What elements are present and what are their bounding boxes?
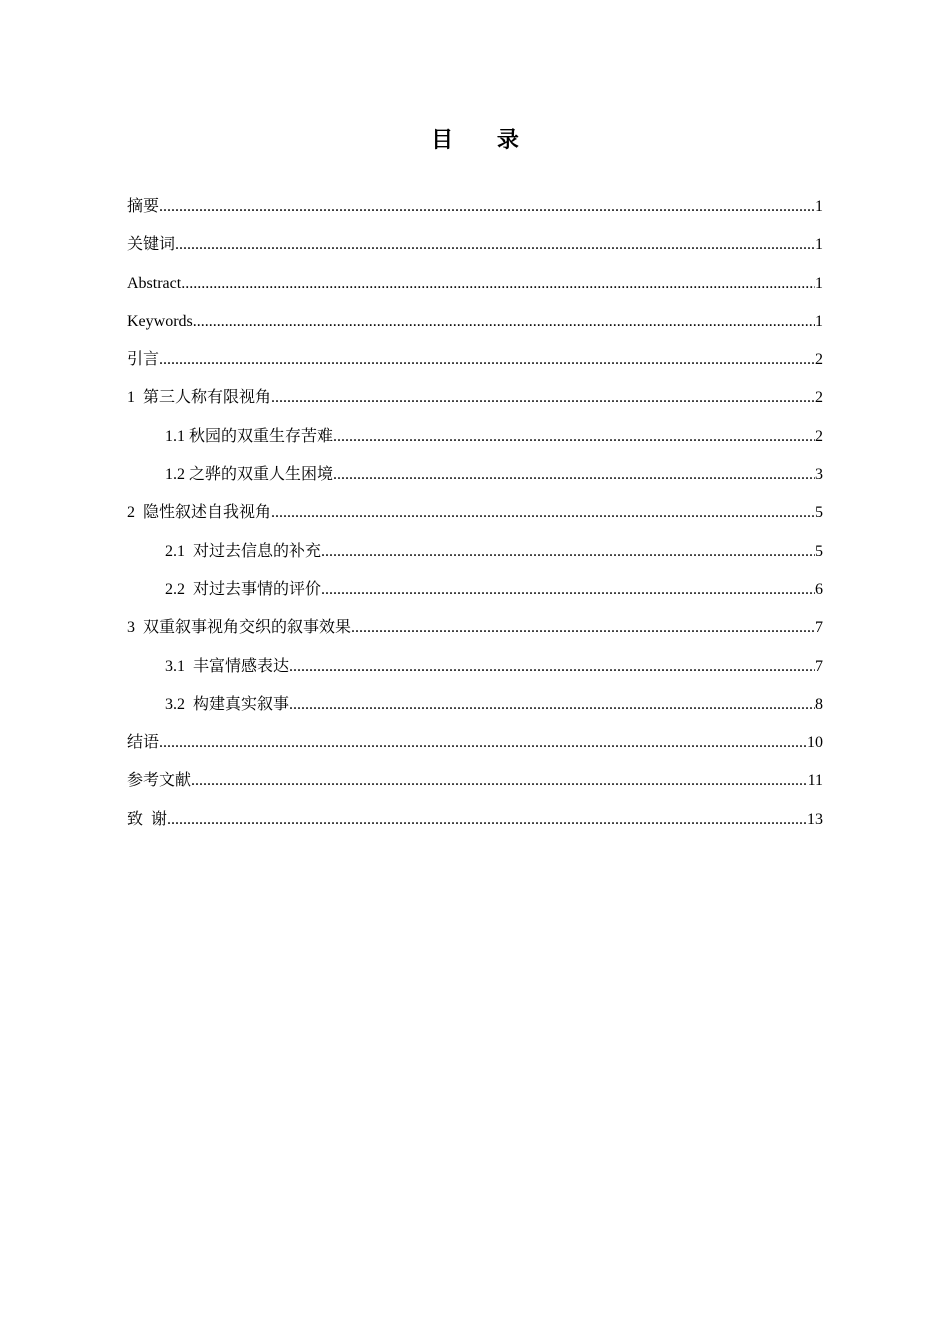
- toc-entry-page-number: 2: [815, 427, 823, 445]
- toc-entry[interactable]: [127, 533, 823, 571]
- toc-entry-page-number: 8: [815, 695, 823, 713]
- toc-entry-label: 3 双重叙事视角交织的叙事效果: [127, 619, 352, 637]
- toc-entry-page-number: 5: [815, 542, 823, 560]
- toc-entry-label: 致 谢: [127, 810, 168, 828]
- toc-entry-page-number: 10: [807, 734, 823, 752]
- toc-entry-page-number: 1: [815, 274, 823, 292]
- toc-dot-leader: [271, 494, 815, 532]
- toc-entry[interactable]: [127, 379, 823, 417]
- toc-entry-page-number: 5: [815, 504, 823, 522]
- toc-entry-label: 3.2 构建真实叙事: [165, 695, 290, 713]
- toc-dot-leader: [289, 648, 815, 686]
- toc-entry[interactable]: [127, 265, 823, 303]
- page-title: 目 录: [431, 128, 537, 153]
- toc-dot-leader: [191, 762, 808, 800]
- toc-entry[interactable]: [127, 609, 823, 647]
- toc-dot-leader: [175, 226, 815, 264]
- toc-dot-leader: [351, 609, 815, 647]
- toc-entry-page-number: 6: [815, 580, 823, 598]
- toc-entry-page-number: 11: [807, 772, 823, 790]
- toc-entry-label: 1.1 秋园的双重生存苦难: [165, 427, 334, 445]
- toc-entry-label: 关键词: [127, 236, 176, 254]
- toc-entry-label: Abstract: [127, 274, 182, 292]
- toc-entry-page-number: 2: [815, 389, 823, 407]
- toc-entry-page-number: 1: [815, 312, 823, 330]
- toc-entry-label: 2 隐性叙述自我视角: [127, 504, 272, 522]
- toc-dot-leader: [181, 265, 815, 303]
- toc-entry[interactable]: [127, 418, 823, 456]
- toc-dot-leader: [321, 571, 815, 609]
- toc-dot-leader: [167, 801, 807, 839]
- toc-entry-page-number: 13: [807, 810, 823, 828]
- toc-entry-page-number: 7: [815, 657, 823, 675]
- toc-entry-label: 1.2 之骅的双重人生困境: [165, 466, 334, 484]
- toc-entry[interactable]: [127, 724, 823, 762]
- toc-entry[interactable]: [127, 762, 823, 800]
- toc-entry-label: 2.1 对过去信息的补充: [165, 542, 322, 560]
- toc-entry[interactable]: [127, 686, 823, 724]
- toc-dot-leader: [159, 188, 815, 226]
- toc-entry[interactable]: [127, 303, 823, 341]
- toc-entry-label: 引言: [127, 351, 160, 369]
- table-of-contents: [127, 188, 823, 839]
- toc-dot-leader: [321, 533, 815, 571]
- toc-entry[interactable]: [127, 226, 823, 264]
- toc-dot-leader: [333, 456, 815, 494]
- toc-entry[interactable]: [127, 341, 823, 379]
- toc-entry-page-number: 7: [815, 619, 823, 637]
- toc-entry[interactable]: [127, 801, 823, 839]
- toc-entry[interactable]: [127, 571, 823, 609]
- toc-entry[interactable]: [127, 456, 823, 494]
- toc-entry-label: 1 第三人称有限视角: [127, 389, 272, 407]
- toc-entry-label: 3.1 丰富情感表达: [165, 657, 290, 675]
- toc-entry-label: 结语: [127, 734, 160, 752]
- toc-dot-leader: [289, 686, 815, 724]
- toc-dot-leader: [333, 418, 815, 456]
- toc-entry-page-number: 1: [815, 236, 823, 254]
- toc-entry-label: 摘要: [127, 198, 160, 215]
- toc-entry-label: 参考文献: [127, 772, 192, 790]
- toc-entry-page-number: 2: [815, 351, 823, 369]
- toc-entry-page-number: 1: [815, 198, 823, 215]
- toc-entry[interactable]: [127, 188, 823, 226]
- toc-dot-leader: [159, 341, 815, 379]
- toc-entry[interactable]: [127, 494, 823, 532]
- toc-entry-label: 2.2 对过去事情的评价: [165, 580, 322, 598]
- toc-entry-page-number: 3: [815, 466, 823, 484]
- toc-dot-leader: [159, 724, 807, 762]
- toc-entry-label: Keywords: [127, 312, 193, 330]
- toc-dot-leader: [193, 303, 815, 341]
- toc-dot-leader: [271, 379, 815, 417]
- toc-entry[interactable]: [127, 648, 823, 686]
